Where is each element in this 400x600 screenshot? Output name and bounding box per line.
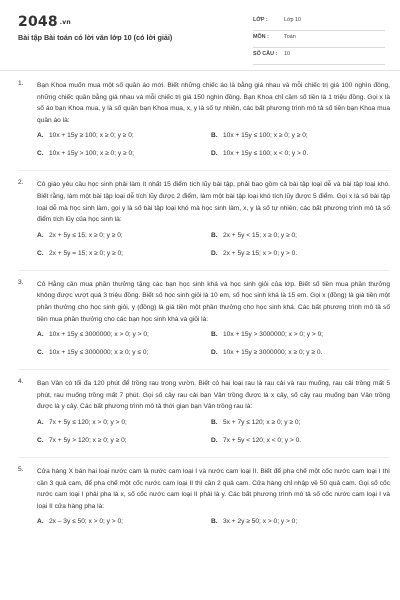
question-text: Bạn Vân có tối đa 120 phút để trồng rau trong vườn. Biết có hai loại rau là rau cải và rau muống, rau cải trồng mất 5 phút, rau muống trồng mất 7 phút. Gọi số cây rau cải bạn Vân trồng được là x cây, số cây rau muống bạn Vân trồng được là y cây. Các bất phương trình mô tả thời gian bạn Vân trồng rau là:	[37, 380, 390, 411]
question-5	[18, 466, 390, 530]
option-row	[37, 518, 390, 530]
site-logo[interactable]	[18, 14, 71, 30]
question-divider	[18, 170, 390, 171]
meta-value: 10	[284, 51, 290, 57]
option-a[interactable]	[37, 232, 123, 239]
option-row	[37, 132, 390, 144]
option-letter: C.	[37, 436, 44, 444]
option-text: 10x + 15y > 100; x ≥ 0; y ≥ 0;	[49, 150, 134, 158]
option-d[interactable]	[211, 150, 308, 157]
question-number: 4.	[18, 378, 24, 386]
option-row	[37, 232, 390, 244]
option-text: 10x + 15y > 3000000; x > 0; y > 0;	[223, 331, 324, 339]
option-letter: D.	[211, 150, 218, 158]
document-header	[0, 0, 400, 68]
option-row	[37, 437, 390, 449]
brand-suffix: .vn	[59, 18, 71, 26]
option-letter: A.	[37, 132, 44, 140]
question-text: Cô Hằng cần mua phần thưởng tặng các bạn học sinh khá và học sinh giỏi của lớp. Biết số tiền mua phần thưởng không được vượt quá 3 triệu đồng. Biết số học sinh giỏi là 10 em, số học sinh khá là 15 em. Gọi x (đồng) là giá tiền một phần thưởng cho học sinh giỏi, y (đồng) là giá tiền một phần thưởng cho học sinh khá. Các bất phương trình mô tả số tiền mua phần thưởng cho các bạn học sinh khá và giỏi là:	[37, 280, 390, 323]
option-text: 10x + 15y ≤ 100; x ≥ 0; y ≥ 0;	[223, 132, 308, 140]
option-row	[37, 349, 390, 361]
option-letter: C.	[37, 249, 44, 257]
question-number: 1.	[18, 80, 24, 87]
option-a[interactable]	[37, 518, 123, 525]
header-divider	[0, 70, 400, 71]
question-divider	[18, 270, 390, 271]
option-a[interactable]	[37, 331, 149, 338]
meta-row-class	[253, 14, 385, 31]
option-text: 2x + 5y < 15; x ≥ 0; y ≥ 0;	[223, 231, 297, 239]
option-row	[37, 150, 390, 162]
question-divider	[18, 457, 390, 458]
option-letter: B.	[211, 132, 218, 140]
option-b[interactable]	[211, 232, 297, 239]
question-text: Cửa hàng X bán hai loại nước cam là nước cam loại I và nước cam loại II. Biết để pha chế một cốc nước cam loại I thì cần 3 quả cam, để pha chế một cốc nước cam loại II thì cần 2 quả cam. Cửa hàng chỉ nhập về 50 quả cam. Gọi số cốc nước cam loại I phải pha là x, số cốc nước cam loại II phải là y. Các bất phương trình mô tả số cốc nước cam loại I và loại II cửa hàng pha là:	[37, 467, 390, 510]
option-text: 10x + 15y ≤ 100; x < 0; y > 0.	[223, 150, 309, 158]
option-text: 2x – 3y ≤ 50; x > 0; y > 0;	[49, 518, 123, 526]
question-list	[18, 80, 390, 530]
option-text: 2x + 5y ≥ 15; x > 0; y > 0.	[223, 249, 298, 257]
option-letter: C.	[37, 349, 44, 357]
brand-name: 2048	[18, 14, 58, 30]
option-d[interactable]	[211, 437, 301, 444]
option-b[interactable]	[211, 132, 308, 139]
option-text: 7x + 5y ≤ 120; x > 0; y > 0;	[49, 418, 127, 426]
option-text: 5x + 7y ≤ 120; x ≥ 0; y ≥ 0;	[223, 418, 301, 426]
meta-label: MÔN :	[253, 34, 269, 40]
option-letter: A.	[37, 331, 44, 339]
question-4	[18, 378, 390, 449]
question-number: 5.	[18, 465, 24, 473]
option-row	[37, 250, 390, 262]
question-number: 2.	[18, 179, 24, 187]
option-a[interactable]	[37, 132, 134, 139]
option-letter: B.	[211, 518, 218, 526]
option-text: 10x + 15y ≥ 3000000; x ≥ 0; y ≥ 0.	[223, 349, 323, 357]
option-b[interactable]	[211, 419, 300, 426]
option-c[interactable]	[37, 349, 148, 356]
option-text: 2x + 5y = 15; x ≥ 0; y ≥ 0;	[49, 249, 123, 257]
option-letter: A.	[37, 518, 44, 526]
option-row	[37, 419, 390, 431]
meta-label: LỚP :	[253, 17, 268, 23]
question-divider	[18, 369, 390, 370]
option-b[interactable]	[211, 331, 323, 338]
option-letter: B.	[211, 231, 218, 239]
option-text: 7x + 5y > 120; x ≥ 0; y ≥ 0;	[49, 436, 127, 444]
option-letter: C.	[37, 150, 44, 158]
option-letter: D.	[211, 349, 218, 357]
meta-info	[253, 14, 385, 65]
question-text: Cô giáo yêu cầu học sinh phải làm ít nhất 15 điểm tích lũy bài tập, phải bao gồm cả bài tập loại dễ và bài tập loại khó. Biết rằng, làm một bài tập loại dễ tích lũy được 2 điểm, làm một bài tập loại khó tích lũy được 5 điểm. Gọi x là số bài tập loại dễ mà học sinh làm, gọi y là số bài tập loại khó mà học sinh làm, x, y là số tự nhiên, các bất phương trình mô tả số điểm tích lũy của học sinh là:	[37, 181, 390, 224]
document-title: Bài tập Bài toán có lời văn lớp 10 (có lời giải)	[18, 33, 173, 42]
question-2	[18, 179, 390, 261]
question-1	[18, 80, 390, 162]
option-text: 10x + 15y ≤ 3000000; x ≥ 0; y ≤ 0;	[49, 349, 149, 357]
option-letter: D.	[211, 436, 218, 444]
option-row	[37, 331, 390, 343]
meta-value: Toán	[284, 34, 296, 40]
meta-row-question-count	[253, 48, 385, 65]
option-a[interactable]	[37, 419, 127, 426]
question-number: 3.	[18, 278, 24, 286]
option-text: 7x + 5y < 120; x < 0; y > 0.	[223, 436, 302, 444]
question-3	[18, 279, 390, 361]
option-b[interactable]	[211, 518, 297, 525]
option-text: 2x + 5y ≤ 15; x ≥ 0; y ≥ 0;	[49, 231, 123, 239]
option-letter: B.	[211, 418, 218, 426]
option-letter: B.	[211, 331, 218, 339]
option-text: 3x + 2y ≥ 50; x > 0; y > 0;	[223, 518, 298, 526]
option-c[interactable]	[37, 150, 134, 157]
option-d[interactable]	[211, 250, 297, 257]
option-text: 10x + 15y ≥ 100; x ≥ 0; y ≥ 0;	[49, 132, 134, 140]
option-letter: A.	[37, 231, 44, 239]
option-c[interactable]	[37, 250, 123, 257]
meta-label: SỐ CÂU :	[253, 51, 278, 57]
option-letter: D.	[211, 249, 218, 257]
meta-row-subject	[253, 31, 385, 48]
question-text: Bạn Khoa muốn mua một số quần áo mới. Biết những chiếc áo là bằng giá nhau và mỗi chiếc trị giá 100 nghìn đồng, những chiếc quần bằng giá nhau và mỗi chiếc trị giá 150 nghìn đồng. Bạn Khoa chỉ cầm số tiền là 1 triệu đồng. Gọi x là số áo bạn Khoa mua, y là số quần bạn Khoa mua, x, y là số tự nhiên, các bất phương trình mô tả số tiền bạn Khoa mua quần áo là:	[37, 82, 390, 124]
option-d[interactable]	[211, 349, 322, 356]
option-c[interactable]	[37, 437, 127, 444]
meta-value: Lớp 10	[284, 17, 302, 23]
option-text: 10x + 15y ≤ 3000000; x > 0; y > 0;	[49, 331, 149, 339]
option-letter: A.	[37, 418, 44, 426]
